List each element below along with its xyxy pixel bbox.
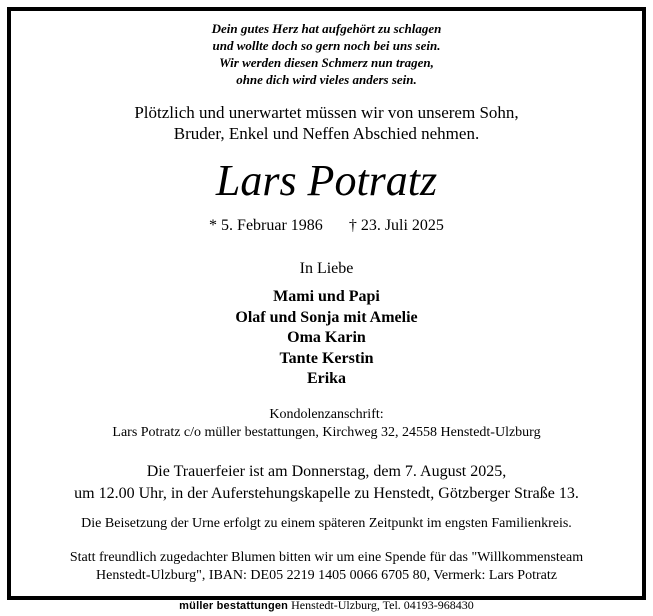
donation-line: Statt freundlich zugedachter Blumen bitten wir um eine Spende für das "Willkommensteam: [69, 550, 584, 565]
ceremony-line: um 12.00 Uhr, in der Auferstehungskapelle zu Henstedt, Götzberger Straße 13.: [74, 485, 579, 502]
intro-line: Plötzlich und unerwartet müssen wir von unserem Sohn,: [134, 103, 519, 122]
birth-date: * 5. Februar 1986: [209, 217, 323, 234]
mourners-heading: In Liebe: [299, 260, 354, 277]
verse-line: ohne dich wird vieles anders sein.: [236, 72, 417, 87]
mourner-name: Mami und Papi: [273, 288, 380, 305]
condolence-label: Kondolenzanschrift:: [269, 407, 384, 422]
burial-note: Die Beisetzung der Urne erfolgt zu einem späteren Zeitpunkt im engsten Familienkreis.: [81, 516, 572, 531]
mourner-name: Erika: [306, 370, 347, 387]
death-date: † 23. Juli 2025: [348, 217, 444, 234]
donation-line: Henstedt-Ulzburg", IBAN: DE05 2219 1405 0066 6705 80, Vermerk: Lars Potratz: [96, 568, 557, 583]
verse-line: und wollte doch so gern noch bei uns sein.: [212, 38, 441, 53]
footer: [7, 597, 646, 614]
mourner-name: Tante Kerstin: [279, 349, 374, 367]
mourner-name: Olaf und Sonja mit Amelie: [235, 308, 418, 326]
life-dates: [7, 216, 646, 236]
condolence-address: Lars Potratz c/o müller bestattungen, Kirchweg 32, 24558 Henstedt-Ulzburg: [112, 425, 541, 440]
funeral-home-logo: müller bestattungen: [179, 600, 289, 612]
funeral-home-info: Henstedt-Ulzburg, Tel. 04193-968430: [291, 598, 474, 612]
mourner-name: Oma Karin: [287, 329, 366, 346]
deceased-name: Lars Potratz: [215, 156, 438, 205]
verse-line: Wir werden diesen Schmerz nun tragen,: [219, 55, 434, 70]
ceremony-line: Die Trauerfeier ist am Donnerstag, dem 7. August 2025,: [146, 463, 507, 480]
verse-line: Dein gutes Herz hat aufgehört zu schlagen: [211, 21, 442, 36]
intro-line: Bruder, Enkel und Neffen Abschied nehmen.: [173, 124, 480, 143]
